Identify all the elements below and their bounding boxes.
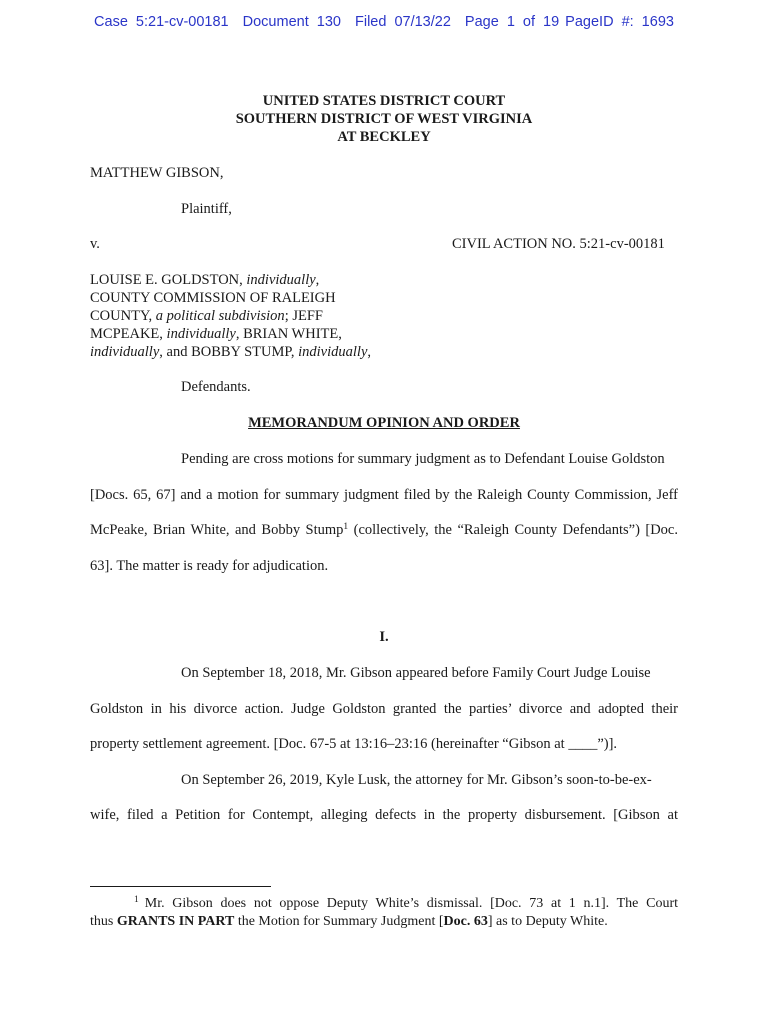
stamp-document-number: Document 130 <box>242 14 341 30</box>
plaintiff-name: MATTHEW GIBSON, <box>90 165 224 181</box>
footnote-line-1: $^1$ Mr. Gibson does not oppose Deputy White’s dismissal. [Doc. 73 at 1 n.1]. The Court <box>134 895 678 911</box>
paragraph-2-line-3: property settlement agreement. [Doc. 67-5 at 13:16–23:16 (hereinafter “Gibson at ____”)]. <box>90 736 618 752</box>
defendant-line-3: COUNTY, a political subdivision; JEFF <box>90 308 323 324</box>
defendants-role: Defendants. <box>181 379 251 395</box>
paragraph-1-line-3: McPeake, Brian White, and Bobby Stump$^1$ (collectively, the “Raleigh County Defendants”) [Doc. <box>90 522 678 538</box>
stamp-page-id: PageID #: 1693 <box>565 14 674 30</box>
defendant-line-2: COUNTY COMMISSION OF RALEIGH <box>90 290 336 306</box>
paragraph-2-line-2: Goldston in his divorce action. Judge Goldston granted the parties’ divorce and adopted their <box>90 701 678 717</box>
paragraph-3-line-1: On September 26, 2019, Kyle Lusk, the attorney for Mr. Gibson’s soon-to-be-ex- <box>181 772 652 788</box>
defendant-line-1: LOUISE E. GOLDSTON, individually, <box>90 272 320 288</box>
court-name: UNITED STATES DISTRICT COURT <box>262 93 506 109</box>
paragraph-3-line-2: wife, filed a Petition for Contempt, alleging defects in the property disbursement. [Gibson at <box>90 807 678 823</box>
plaintiff-role: Plaintiff, <box>181 201 232 217</box>
stamp-filed-date: Filed 07/13/22 <box>354 14 451 30</box>
versus-label: v. <box>90 236 100 252</box>
stamp-page-count: Page 1 of 19 <box>464 14 560 30</box>
filing-stamp <box>0 14 768 30</box>
court-location: AT BECKLEY <box>337 129 431 145</box>
paragraph-1-line-2: [Docs. 65, 67] and a motion for summary judgment filed by the Raleigh County Commission, Jeff <box>90 487 678 503</box>
defendant-line-4: MCPEAKE, individually, BRIAN WHITE, <box>90 326 342 342</box>
footnote-line-2: thus GRANTS IN PART the Motion for Summary Judgment [Doc. 63] as to Deputy White. <box>90 914 608 929</box>
paragraph-2-line-1: On September 18, 2018, Mr. Gibson appeared before Family Court Judge Louise <box>181 665 651 681</box>
section-heading: I. <box>379 629 389 645</box>
memorandum-title: MEMORANDUM OPINION AND ORDER <box>248 415 520 431</box>
footnote-divider <box>90 886 271 887</box>
stamp-case-number: Case 5:21-cv-00181 <box>94 14 229 30</box>
footnote-marker: 1 <box>134 895 139 905</box>
paragraph-1-line-1: Pending are cross motions for summary judgment as to Defendant Louise Goldston <box>181 451 665 467</box>
court-district: SOUTHERN DISTRICT OF WEST VIRGINIA <box>235 111 533 127</box>
civil-action-number: CIVIL ACTION NO. 5:21-cv-00181 <box>452 236 665 252</box>
footnote-reference: 1 <box>343 522 349 532</box>
defendant-line-5: individually, and BOBBY STUMP, individually, <box>90 344 372 360</box>
paragraph-1-line-4: 63]. The matter is ready for adjudication. <box>90 558 329 574</box>
